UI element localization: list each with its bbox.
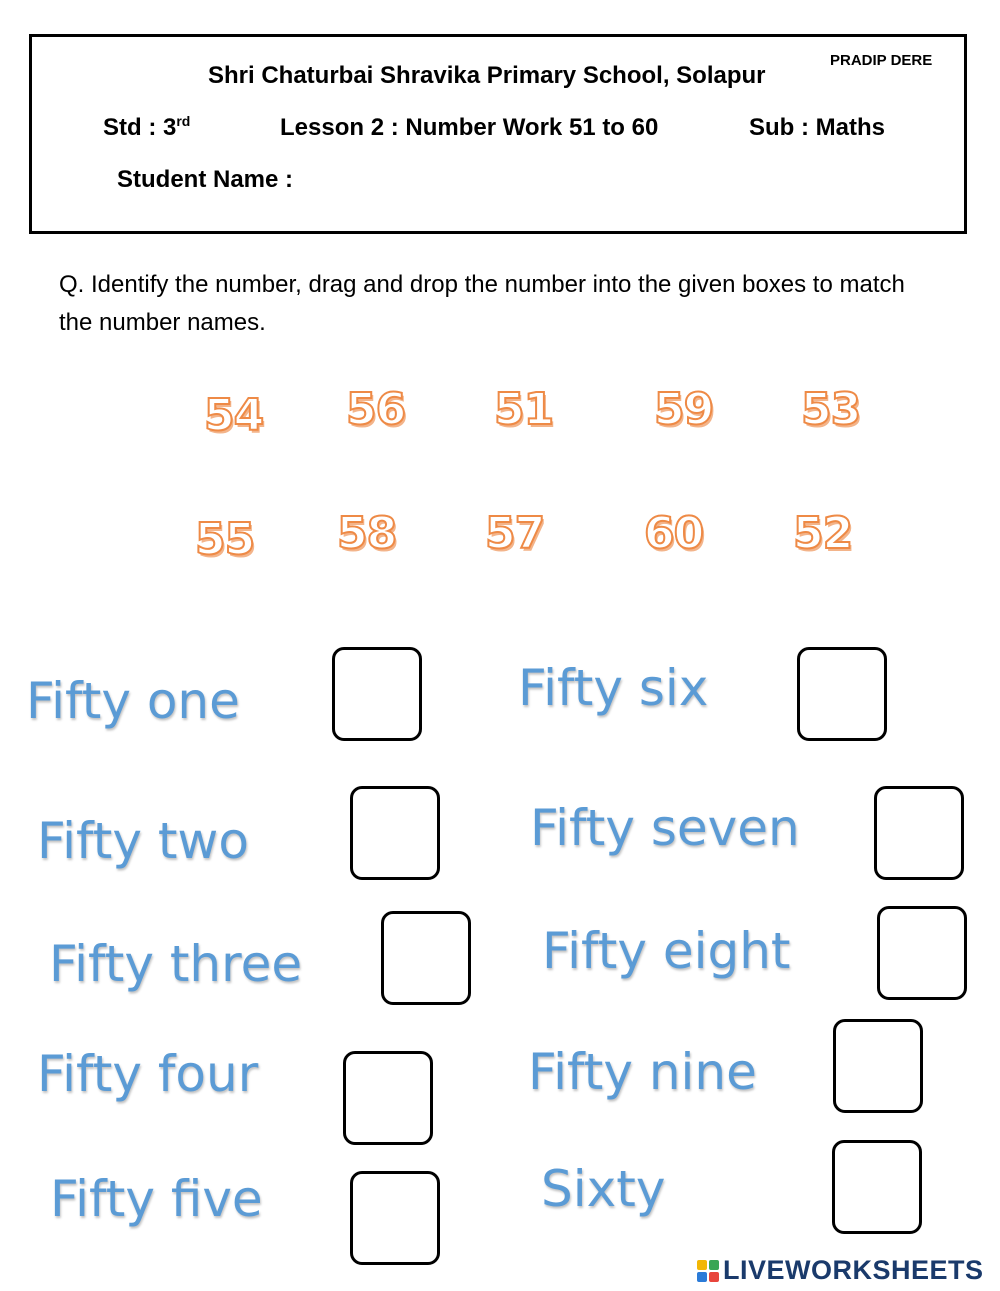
drop-box-fifty-three[interactable] [381,911,471,1005]
number-name-fifty-three: Fifty three [49,935,303,993]
drop-box-fifty-eight[interactable] [877,906,967,1000]
number-name-sixty: Sixty [541,1160,666,1218]
drop-box-fifty-two[interactable] [350,786,440,880]
question-text: Q. Identify the number, drag and drop the number into the given boxes to match the number names. [59,271,905,336]
number-name-fifty-nine: Fifty nine [528,1043,757,1101]
standard-text: Std : 3 [103,114,177,141]
number-name-fifty-eight: Fifty eight [542,922,791,980]
number-name-fifty-four: Fifty four [37,1045,259,1103]
liveworksheets-logo [697,1255,984,1286]
draggable-number[interactable]: 51 [494,384,554,435]
subject-label: Sub : Maths [749,114,885,141]
liveworksheets-logo-icon [697,1260,719,1282]
number-name-fifty-two: Fifty two [37,812,249,870]
standard-label [103,114,190,142]
draggable-number[interactable]: 52 [793,508,853,559]
number-name-fifty-five: Fifty five [50,1170,263,1228]
student-name-label: Student Name : [117,166,294,193]
brand-name: LIVEWORKSHEETS [723,1255,984,1285]
drop-box-fifty-five[interactable] [350,1171,440,1265]
number-name-fifty-seven: Fifty seven [530,799,800,857]
drop-box-fifty-seven[interactable] [874,786,964,880]
drop-box-fifty-four[interactable] [343,1051,433,1145]
number-name-fifty-six: Fifty six [518,659,709,717]
draggable-number[interactable]: 54 [204,390,264,441]
number-name-fifty-one: Fifty one [26,672,240,730]
draggable-number[interactable]: 58 [337,508,397,559]
drop-box-sixty[interactable] [832,1140,922,1234]
draggable-number[interactable]: 56 [346,384,406,435]
draggable-number[interactable]: 59 [654,384,714,435]
drop-box-fifty-one[interactable] [332,647,422,741]
lesson-title: Lesson 2 : Number Work 51 to 60 [280,114,659,141]
drop-box-fifty-nine[interactable] [833,1019,923,1113]
drop-box-fifty-six[interactable] [797,647,887,741]
draggable-number[interactable]: 60 [644,508,704,559]
teacher-name: PRADIP DERE [830,52,933,69]
draggable-number[interactable]: 55 [195,514,255,565]
standard-suffix: rd [176,113,191,129]
draggable-number[interactable]: 57 [485,508,545,559]
draggable-number[interactable]: 53 [801,384,861,435]
school-name: Shri Chaturbai Shravika Primary School, Solapur [208,62,766,89]
